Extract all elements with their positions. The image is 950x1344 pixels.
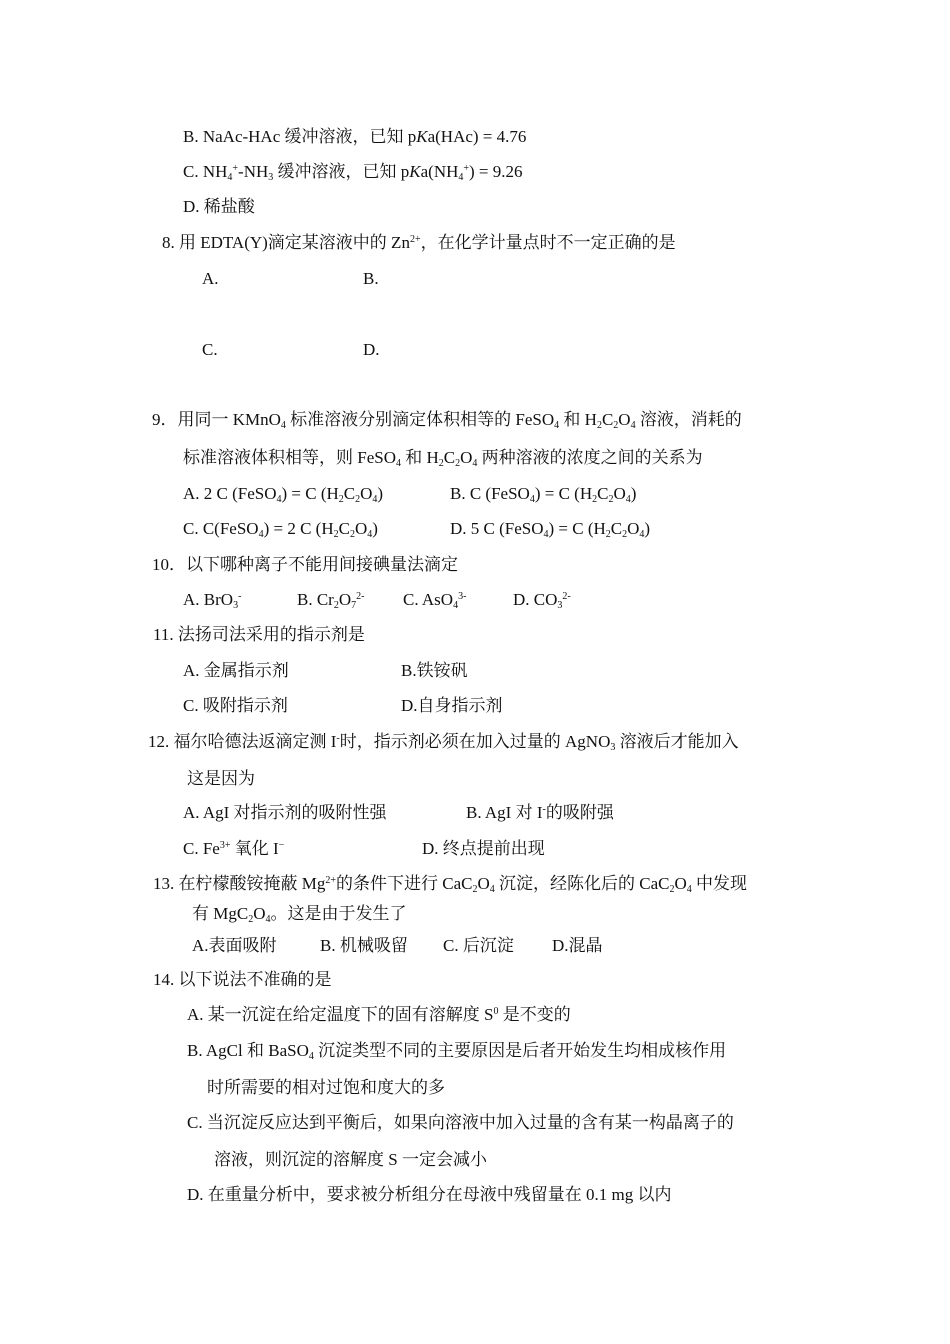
q13-option-d: D.混晶: [552, 936, 603, 955]
q12-stem-line1: 12. 福尔哈德法返滴定测 I-时，指示剂必须在加入过量的 AgNO$_3$ 溶液后才能加入: [148, 732, 739, 753]
q13-option-a: A.表面吸附: [192, 936, 277, 955]
q11-option-d: D.自身指示剂: [401, 696, 503, 715]
q14-option-c-line1: C. 当沉淀反应达到平衡后，如果向溶液中加入过量的含有某一构晶离子的: [187, 1113, 734, 1132]
q8-option-d: D.: [363, 340, 380, 359]
q8-option-a: A.: [202, 269, 219, 288]
q9-option-a: A. 2 C (FeSO$_4$) = C $(H_2C_2O_4)$: [183, 484, 384, 505]
q14-option-d: D. 在重量分析中，要求被分析组分在母液中残留量在 0.1 mg 以内: [187, 1185, 672, 1204]
q11-stem: 11. 法扬司法采用的指示剂是: [153, 625, 365, 644]
q10-stem: 10．以下哪种离子不能用间接碘量法滴定: [152, 555, 458, 574]
q8-option-c: C.: [202, 340, 218, 359]
q12-stem-line2: 这是因为: [187, 769, 255, 788]
q12-option-a: A. AgI 对指示剂的吸附性强: [183, 803, 387, 822]
q13-option-c: C. 后沉淀: [443, 936, 514, 955]
q13-stem-line2: 有 $MgC_2O_4$。这是由于发生了: [192, 904, 407, 925]
q12-option-c: C. $Fe^{3+}$ 氧化 I−: [183, 839, 285, 858]
q8-stem: 8. 用 EDTA(Y)滴定某溶液中的 $Zn^{2+}$，在化学计量点时不一定正确的是: [162, 233, 676, 252]
q12-option-d: D. 终点提前出现: [422, 839, 545, 858]
q7-option-d: D. 稀盐酸: [183, 197, 255, 216]
q14-option-a: A. 某一沉淀在给定温度下的固有溶解度 $S^0$ 是不变的: [187, 1005, 571, 1024]
q10-option-b: B. $Cr_2O_7^{2-}$: [297, 590, 365, 611]
q9-option-d: D. 5 C (FeSO$_4$) = C $(H_2C_2O_4)$: [450, 519, 651, 540]
q10-option-c: C. AsO$_4^{3-}$: [403, 590, 467, 611]
q9-option-b: B. C (FeSO$_4$) = C $(H_2C_2O_4)$: [450, 484, 637, 505]
q14-stem: 14. 以下说法不准确的是: [153, 970, 332, 989]
q14-option-b-line1: B. AgCl 和 BaSO$_4$ 沉淀类型不同的主要原因是后者开始发生均相成核作用: [187, 1041, 727, 1062]
q9-option-c: C. C(FeSO$_4$) = 2 C $(H_2C_2O_4)$: [183, 519, 378, 540]
q9-stem-line1: 9．用同一 KMnO$_4$ 标准溶液分别滴定体积相等的 FeSO$_4$ 和 $H_2C_2O_4$ 溶液，消耗的: [152, 410, 742, 431]
q11-option-c: C. 吸附指示剂: [183, 696, 288, 715]
q8-option-b: B.: [363, 269, 379, 288]
q11-option-a: A. 金属指示剂: [183, 661, 289, 680]
q10-option-a: A. BrO$_3$-: [183, 590, 242, 611]
q11-option-b: B.铁铵矾: [401, 661, 468, 680]
q9-stem-line2: 标准溶液体积相等，则 FeSO$_4$ 和 $H_2C_2O_4$ 两种溶液的浓度之间的关系为: [183, 448, 703, 469]
q13-option-b: B. 机械吸留: [320, 936, 408, 955]
q14-option-b-line2: 时所需要的相对过饱和度大的多: [207, 1078, 445, 1097]
q12-option-b: B. AgI 对 I-的吸附强: [466, 803, 614, 822]
q13-stem-line1: 13. 在柠檬酸铵掩蔽 $Mg^{2+}$的条件下进行 $CaC_2O_4$ 沉淀，经陈化后的 $CaC_2O_4$ 中发现: [153, 874, 748, 895]
q7-option-b: B. NaAc-HAc 缓冲溶液，已知 pKa(HAc) = 4.76: [183, 127, 527, 146]
q14-option-c-line2: 溶液，则沉淀的溶解度 S 一定会减小: [214, 1150, 487, 1169]
q10-option-d: D. $CO_3^{2-}$: [513, 590, 571, 611]
q7-option-c: C. $NH_4^+-NH_3$ 缓冲溶液，已知 $pKa(NH_4^+) = 9.26$: [183, 162, 523, 183]
